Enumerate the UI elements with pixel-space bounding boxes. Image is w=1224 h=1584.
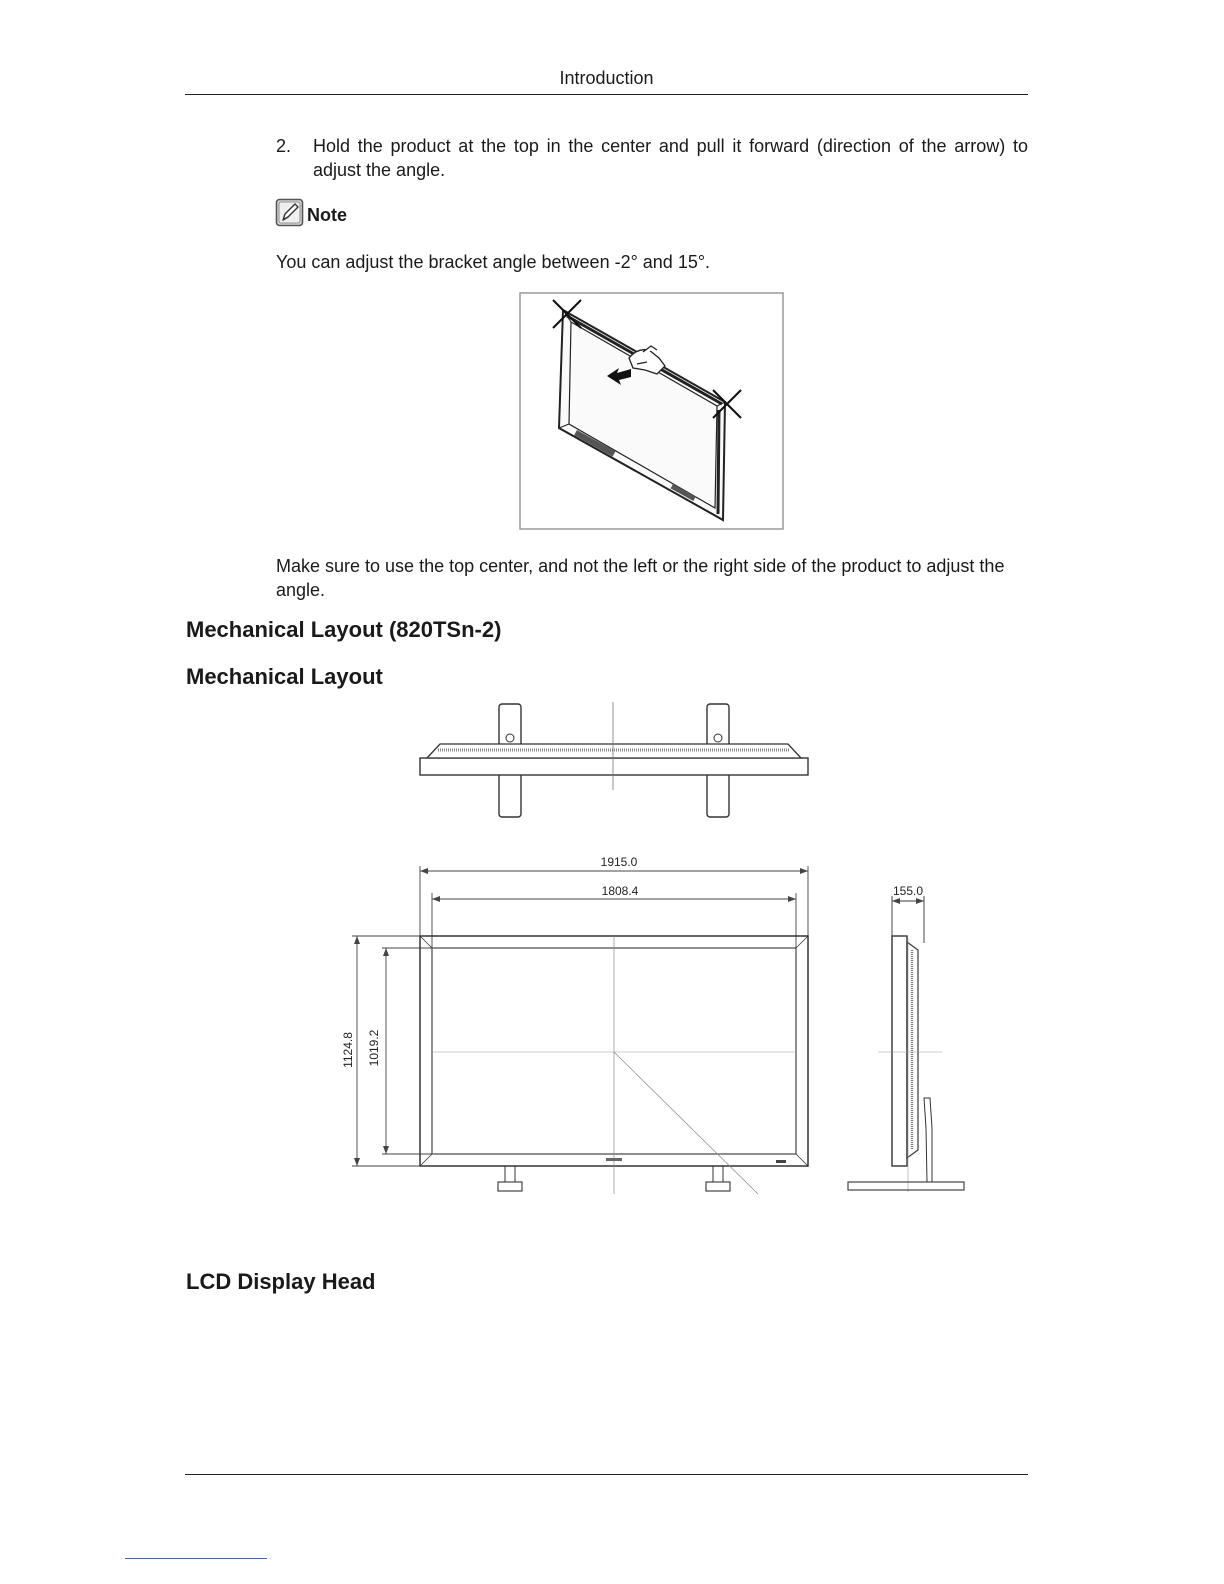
note-label: Note: [307, 205, 347, 225]
step-text: Hold the product at the top in the center and pull it forward (direction of the arrow) to adjust the angle.: [313, 136, 1028, 180]
dim-height-inner: 1019.2: [367, 1029, 381, 1067]
dim-width-overall: 1915.0: [600, 855, 638, 869]
top-view: [420, 702, 808, 817]
footer-rule: [185, 1474, 1028, 1475]
dim-width-inner: 1808.4: [601, 884, 639, 898]
side-view: [848, 896, 964, 1192]
dim-height-overall: 1124.8: [341, 1032, 355, 1068]
front-view: [420, 936, 808, 1194]
page-header-title: Introduction: [559, 68, 654, 88]
height-dimensions: [352, 936, 434, 1166]
header-rule: [185, 94, 1028, 95]
step-number: 2.: [276, 136, 292, 156]
section-mechanical-layout-model: Mechanical Layout (820TSn-2): [186, 617, 502, 642]
note-heading: [275, 198, 347, 227]
instruction-text: Make sure to use the top center, and not the left or the right side of the product to adjust the angle.: [276, 556, 1005, 600]
note-pencil-icon: [275, 198, 304, 227]
angle-adjust-illustration: [519, 292, 784, 530]
section-lcd-display-head: LCD Display Head: [186, 1269, 376, 1294]
mechanical-layout-drawing: [330, 698, 980, 1198]
note-text: You can adjust the bracket angle between -2° and 15°.: [276, 252, 711, 272]
section-mechanical-layout: Mechanical Layout: [186, 664, 383, 689]
dim-depth: 155.0: [892, 884, 924, 898]
footer-link-underline[interactable]: [125, 1558, 267, 1559]
